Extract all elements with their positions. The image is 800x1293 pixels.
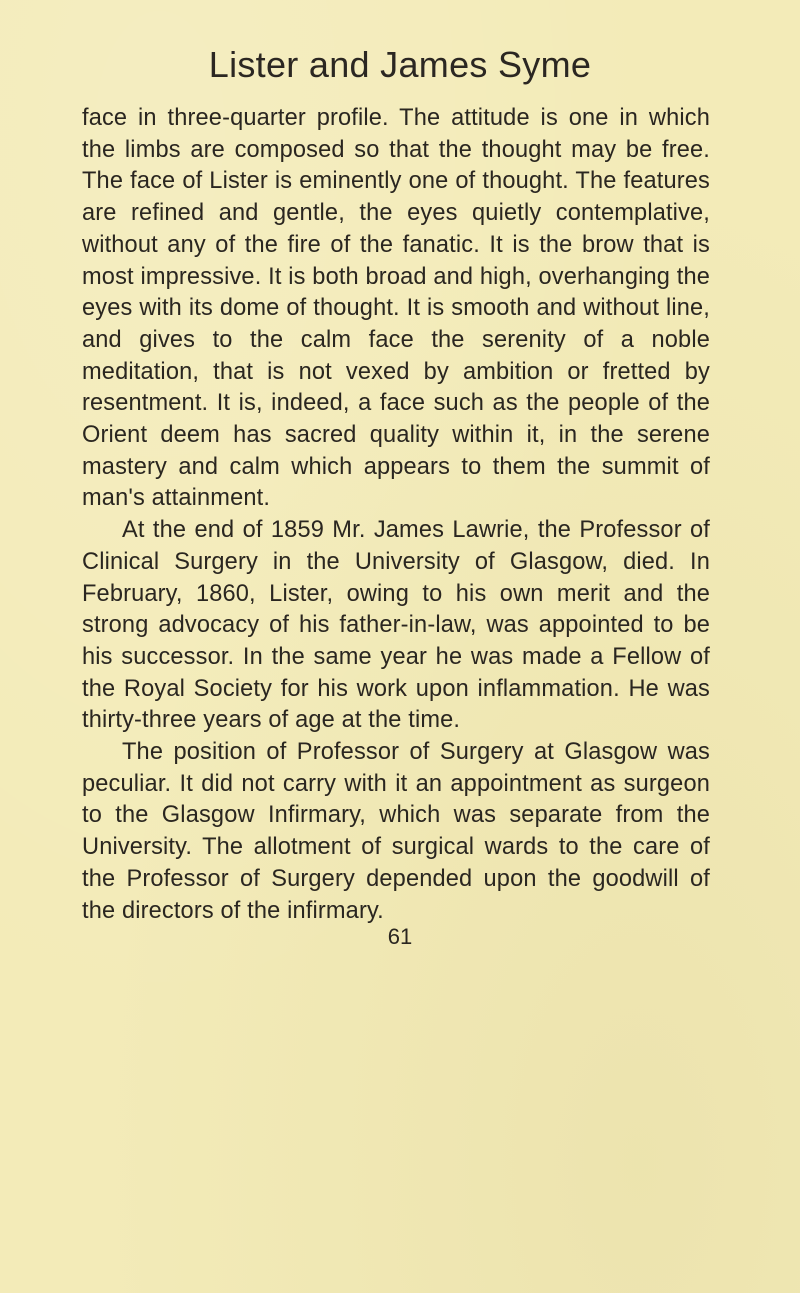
paragraph-2: At the end of 1859 Mr. James Lawrie, the Professor of Clinical Surgery in the University of Glasgow, died. In February, 1860, Lister, owing to his own merit and the strong advocacy of his father-in-law, was appointed to be his successor. In the same year he was made a Fellow of the Royal Society for his work upon inflammation. He was thirty-three years of age at the time.	[82, 517, 710, 734]
page-number: 61	[387, 924, 413, 949]
running-head: Lister and James Syme	[208, 44, 592, 85]
paragraph-1: face in three-quarter profile. The attitude is one in which the limbs are composed so that the thought may be free. The face of Lister is eminently one of thought. The features are refined and gentle, the eyes quietly contemplative, without any of the fire of the fanatic. It is the brow that is most impressive. It is both broad and high, overhanging the eyes with its dome of thought. It is smooth and without line, and gives to the calm face the serenity of a noble meditation, that is not vexed by ambition or fretted by resentment. It is, indeed, a face such as the people of the Orient deem has sacred quality within it, in the serene mastery and calm which appears to them the summit of man's attainment.	[82, 105, 710, 512]
body-text	[82, 103, 710, 927]
paragraph-3: The position of Professor of Surgery at Glasgow was peculiar. It did not carry with it an appointment as surgeon to the Glasgow Infirmary, which was separate from the University. The allotment of surgical wards to the care of the Professor of Surgery depended upon the goodwill of the directors of the infirmary.	[82, 739, 710, 924]
